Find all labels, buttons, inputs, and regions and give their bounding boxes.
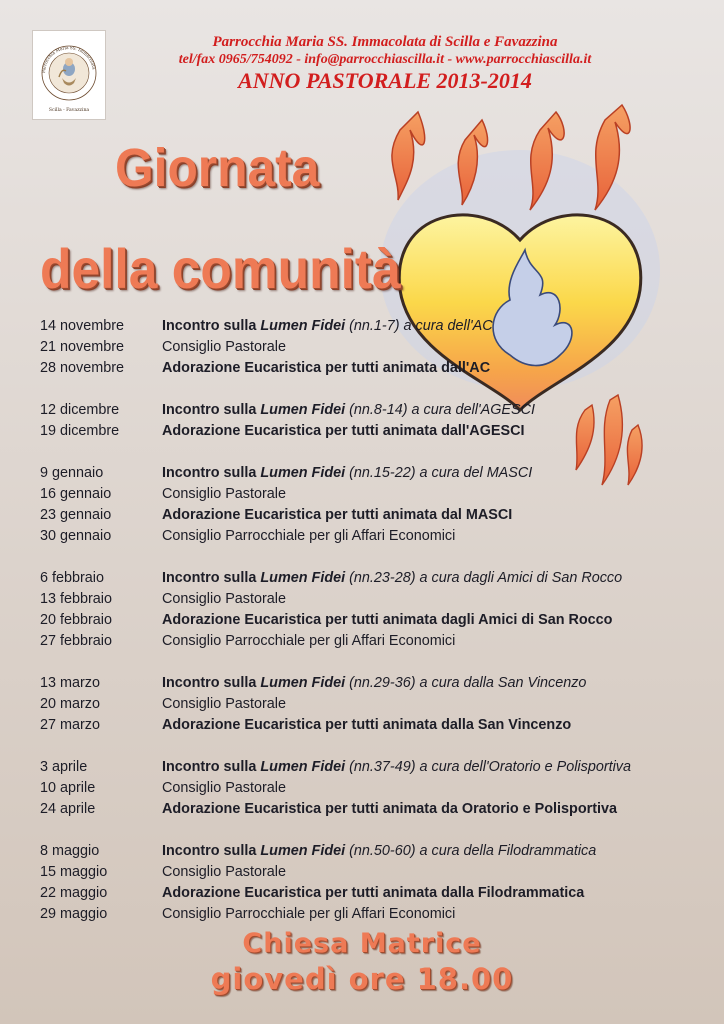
event-description bbox=[162, 400, 710, 421]
event-title: Consiglio Pastorale bbox=[162, 486, 286, 502]
event-description bbox=[162, 883, 710, 904]
event-description bbox=[162, 463, 710, 484]
schedule-row bbox=[40, 505, 710, 526]
event-date: 13 marzo bbox=[40, 675, 100, 691]
event-description bbox=[162, 799, 710, 820]
event-date: 8 maggio bbox=[40, 843, 100, 859]
event-details: (nn.15-22) a cura del MASCI bbox=[345, 465, 533, 481]
schedule-row bbox=[40, 358, 710, 379]
schedule-month-group bbox=[40, 400, 710, 442]
parish-name: Parrocchia Maria SS. Immacolata di Scilla e Favazzina bbox=[212, 34, 558, 50]
event-description bbox=[162, 421, 710, 442]
footer-place: Chiesa Matrice bbox=[242, 928, 482, 959]
event-description bbox=[162, 904, 710, 925]
event-title: Incontro sulla bbox=[162, 465, 261, 481]
event-title: Consiglio Pastorale bbox=[162, 339, 286, 355]
event-title: Incontro sulla bbox=[162, 318, 261, 334]
event-description bbox=[162, 484, 710, 505]
event-date: 15 maggio bbox=[40, 864, 108, 880]
event-title: Consiglio Parrocchiale per gli Affari Economici bbox=[162, 528, 456, 544]
schedule-month-group bbox=[40, 568, 710, 652]
schedule-row bbox=[40, 883, 710, 904]
page-header bbox=[130, 34, 640, 93]
pastoral-year: ANNO PASTORALE 2013-2014 bbox=[238, 68, 532, 93]
event-description bbox=[162, 631, 710, 652]
event-description bbox=[162, 778, 710, 799]
event-title: Consiglio Parrocchiale per gli Affari Economici bbox=[162, 906, 456, 922]
event-description bbox=[162, 694, 710, 715]
event-date: 9 gennaio bbox=[40, 465, 104, 481]
schedule-row bbox=[40, 799, 710, 820]
event-date: 6 febbraio bbox=[40, 570, 105, 586]
document-title-italic: Lumen Fidei bbox=[260, 759, 346, 775]
event-details: (nn.50-60) a cura della Filodrammatica bbox=[345, 843, 597, 859]
event-date: 23 gennaio bbox=[40, 507, 112, 523]
event-date: 14 novembre bbox=[40, 318, 124, 334]
schedule-row bbox=[40, 589, 710, 610]
parish-logo bbox=[32, 30, 106, 120]
schedule-row bbox=[40, 631, 710, 652]
event-title: Incontro sulla bbox=[162, 759, 261, 775]
event-description bbox=[162, 568, 710, 589]
event-title: Consiglio Pastorale bbox=[162, 864, 286, 880]
event-title: Consiglio Pastorale bbox=[162, 591, 286, 607]
schedule-row bbox=[40, 778, 710, 799]
document-title-italic: Lumen Fidei bbox=[260, 318, 346, 334]
schedule-row bbox=[40, 568, 710, 589]
logo-bottom-text: Scilla - Favazzina bbox=[48, 108, 90, 113]
logo-ring-text: Parrocchia Maria SS. Immacolata bbox=[40, 44, 97, 74]
schedule-month-group bbox=[40, 841, 710, 925]
document-title-italic: Lumen Fidei bbox=[260, 675, 346, 691]
event-title: Adorazione Eucaristica per tutti animata dal MASCI bbox=[162, 507, 513, 523]
event-description bbox=[162, 526, 710, 547]
event-date: 22 maggio bbox=[40, 885, 108, 901]
event-date: 27 marzo bbox=[40, 717, 100, 733]
event-description bbox=[162, 757, 710, 778]
event-title: Adorazione Eucaristica per tutti animata dall'AGESCI bbox=[162, 423, 525, 439]
schedule-row bbox=[40, 715, 710, 736]
schedule-month-group bbox=[40, 316, 710, 379]
event-date: 3 aprile bbox=[40, 759, 88, 775]
event-date: 29 maggio bbox=[40, 906, 108, 922]
schedule-row bbox=[40, 421, 710, 442]
event-date: 24 aprile bbox=[40, 801, 96, 817]
event-title: Incontro sulla bbox=[162, 675, 261, 691]
event-date: 16 gennaio bbox=[40, 486, 112, 502]
contact-line: tel/fax 0965/754092 - info@parrocchiascilla.it - www.parrocchiascilla.it bbox=[178, 52, 592, 67]
footer-time: giovedì ore 18.00 bbox=[210, 962, 514, 996]
event-date: 19 dicembre bbox=[40, 423, 120, 439]
event-date: 30 gennaio bbox=[40, 528, 112, 544]
event-title: Adorazione Eucaristica per tutti animata dall'AC bbox=[162, 360, 491, 376]
event-description bbox=[162, 358, 710, 379]
schedule-row bbox=[40, 673, 710, 694]
document-title-italic: Lumen Fidei bbox=[260, 843, 346, 859]
event-title: Consiglio Parrocchiale per gli Affari Economici bbox=[162, 633, 456, 649]
event-description bbox=[162, 337, 710, 358]
schedule-month-group bbox=[40, 463, 710, 547]
event-title: Adorazione Eucaristica per tutti animata da Oratorio e Polisportiva bbox=[162, 801, 618, 817]
event-title: Incontro sulla bbox=[162, 402, 261, 418]
event-title: Adorazione Eucaristica per tutti animata dagli Amici di San Rocco bbox=[162, 612, 613, 628]
event-date: 20 febbraio bbox=[40, 612, 113, 628]
schedule-row bbox=[40, 463, 710, 484]
event-description bbox=[162, 505, 710, 526]
event-details: (nn.8-14) a cura dell'AGESCI bbox=[345, 402, 536, 418]
document-title-italic: Lumen Fidei bbox=[260, 465, 346, 481]
event-details: (nn.29-36) a cura dalla San Vincenzo bbox=[345, 675, 587, 691]
event-description bbox=[162, 862, 710, 883]
event-description bbox=[162, 673, 710, 694]
title-line-2: della comunità bbox=[40, 237, 401, 300]
schedule-row bbox=[40, 694, 710, 715]
document-title-italic: Lumen Fidei bbox=[260, 402, 346, 418]
event-description bbox=[162, 841, 710, 862]
document-title-italic: Lumen Fidei bbox=[260, 570, 346, 586]
event-title: Adorazione Eucaristica per tutti animata dalla San Vincenzo bbox=[162, 717, 572, 733]
schedule-row bbox=[40, 400, 710, 421]
event-date: 10 aprile bbox=[40, 780, 96, 796]
schedule-row bbox=[40, 757, 710, 778]
event-description bbox=[162, 589, 710, 610]
parish-seal-icon bbox=[33, 31, 105, 119]
schedule-month-group bbox=[40, 673, 710, 736]
schedule-row bbox=[40, 526, 710, 547]
event-date: 13 febbraio bbox=[40, 591, 113, 607]
schedule-row bbox=[40, 316, 710, 337]
event-date: 12 dicembre bbox=[40, 402, 120, 418]
event-date: 20 marzo bbox=[40, 696, 100, 712]
event-details: (nn.23-28) a cura dagli Amici di San Rocco bbox=[345, 570, 623, 586]
event-details: (nn.1-7) a cura dell'AC bbox=[345, 318, 493, 334]
event-description bbox=[162, 316, 710, 337]
event-description bbox=[162, 610, 710, 631]
schedule-row bbox=[40, 337, 710, 358]
schedule-row bbox=[40, 610, 710, 631]
event-title: Consiglio Pastorale bbox=[162, 696, 286, 712]
event-date: 21 novembre bbox=[40, 339, 124, 355]
schedule-month-group bbox=[40, 757, 710, 820]
schedule-list bbox=[40, 316, 710, 946]
schedule-row bbox=[40, 862, 710, 883]
event-title: Consiglio Pastorale bbox=[162, 780, 286, 796]
schedule-row bbox=[40, 904, 710, 925]
schedule-row bbox=[40, 484, 710, 505]
event-title: Adorazione Eucaristica per tutti animata dalla Filodrammatica bbox=[162, 885, 585, 901]
title-line-1: Giornata bbox=[115, 138, 320, 198]
event-date: 27 febbraio bbox=[40, 633, 113, 649]
event-title: Incontro sulla bbox=[162, 843, 261, 859]
event-title: Incontro sulla bbox=[162, 570, 261, 586]
event-description bbox=[162, 715, 710, 736]
event-date: 28 novembre bbox=[40, 360, 124, 376]
event-details: (nn.37-49) a cura dell'Oratorio e Polisportiva bbox=[345, 759, 632, 775]
schedule-row bbox=[40, 841, 710, 862]
